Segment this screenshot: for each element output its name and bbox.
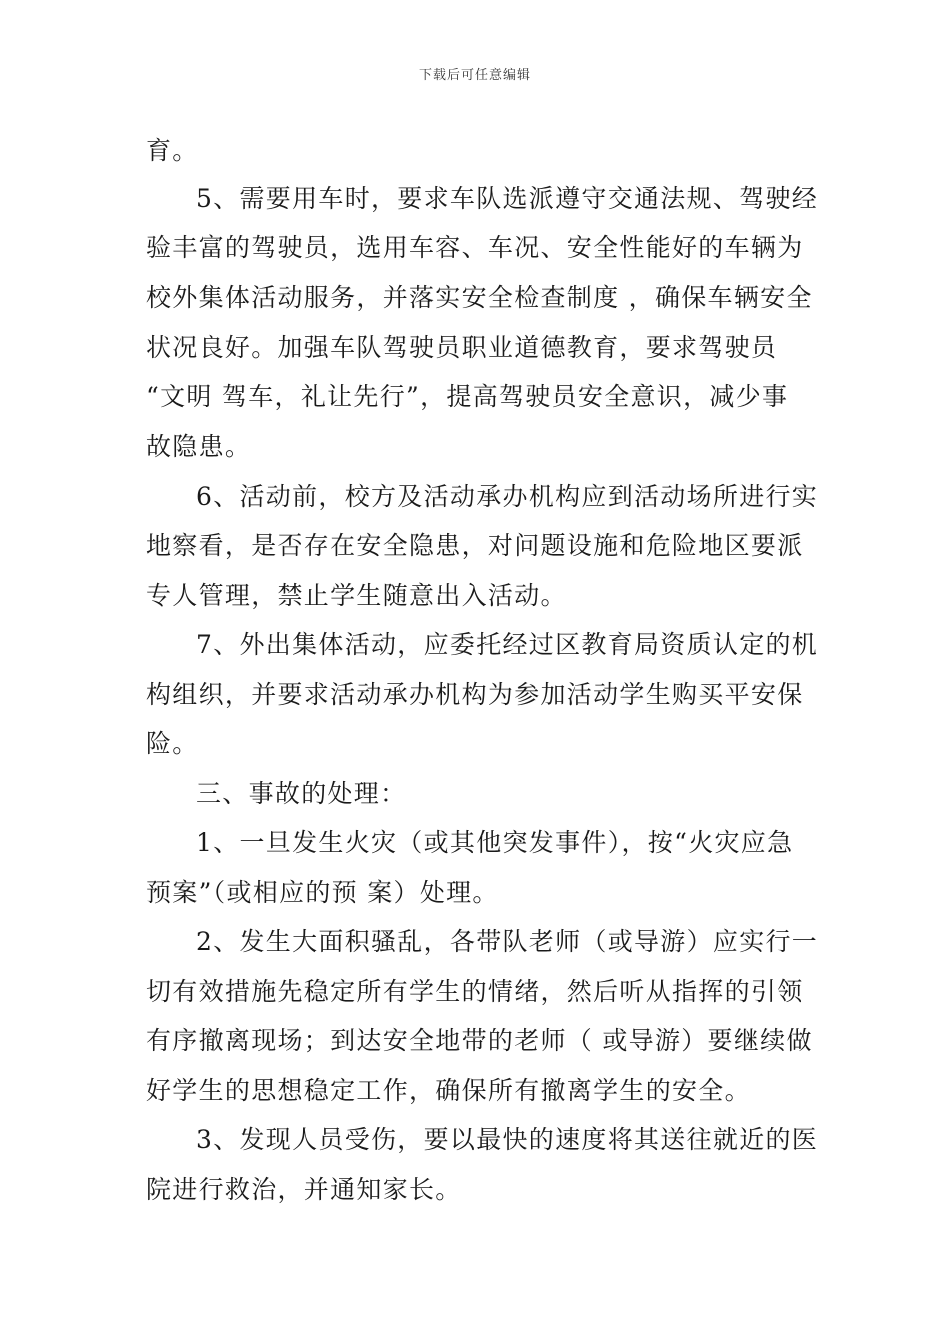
page-header: 下载后可任意编辑 [418, 68, 531, 83]
body-line: 专人管理，禁止学生随意出入活动。 [146, 581, 567, 610]
body-line: 险。 [146, 729, 199, 758]
body-line: 故隐患。 [146, 432, 252, 461]
body-line: 2、发生大面积骚乱，各带队老师（或导游）应实行一 [196, 927, 819, 956]
body-line: 6、活动前，校方及活动承办机构应到活动场所进行实 [196, 482, 819, 511]
body-line: 院进行救治，并通知家长。 [146, 1175, 462, 1204]
body-line: 有序撤离现场；到达安全地带的老师（ 或导游）要继续做 [146, 1026, 813, 1055]
body-line: 育。 [146, 136, 199, 165]
body-line: 1、一旦发生火灾（或其他突发事件），按“火灾应急 [196, 828, 794, 857]
body-line: 验丰富的驾驶员，选用车容、车况、安全性能好的车辆为 [146, 233, 804, 262]
body-line: 地察看，是否存在安全隐患，对问题设施和危险地区要派 [146, 531, 804, 560]
body-line: 3、发现人员受伤，要以最快的速度将其送往就近的医 [196, 1125, 819, 1154]
body-line: 状况良好。加强车队驾驶员职业道德教育，要求驾驶员 [146, 333, 778, 362]
body-line: 5、需要用车时，要求车队选派遵守交通法规、驾驶经 [196, 184, 819, 213]
body-line: “文明 驾车，礼让先行”，提高驾驶员安全意识，减少事 [146, 382, 789, 411]
body-line: 校外集体活动服务，并落实安全检查制度 ，确保车辆安全 [146, 283, 813, 312]
body-line: 构组织，并要求活动承办机构为参加活动学生购买平安保 [146, 680, 804, 709]
body-line: 好学生的思想稳定工作，确保所有撤离学生的安全。 [146, 1076, 751, 1105]
body-line: 切有效措施先稳定所有学生的情绪，然后听从指挥的引领 [146, 977, 804, 1006]
body-line: 7、外出集体活动，应委托经过区教育局资质认定的机 [196, 630, 819, 659]
body-line: 预案”（或相应的预 案）处理。 [146, 878, 499, 907]
section-heading: 三、事故的处理： [196, 779, 407, 808]
